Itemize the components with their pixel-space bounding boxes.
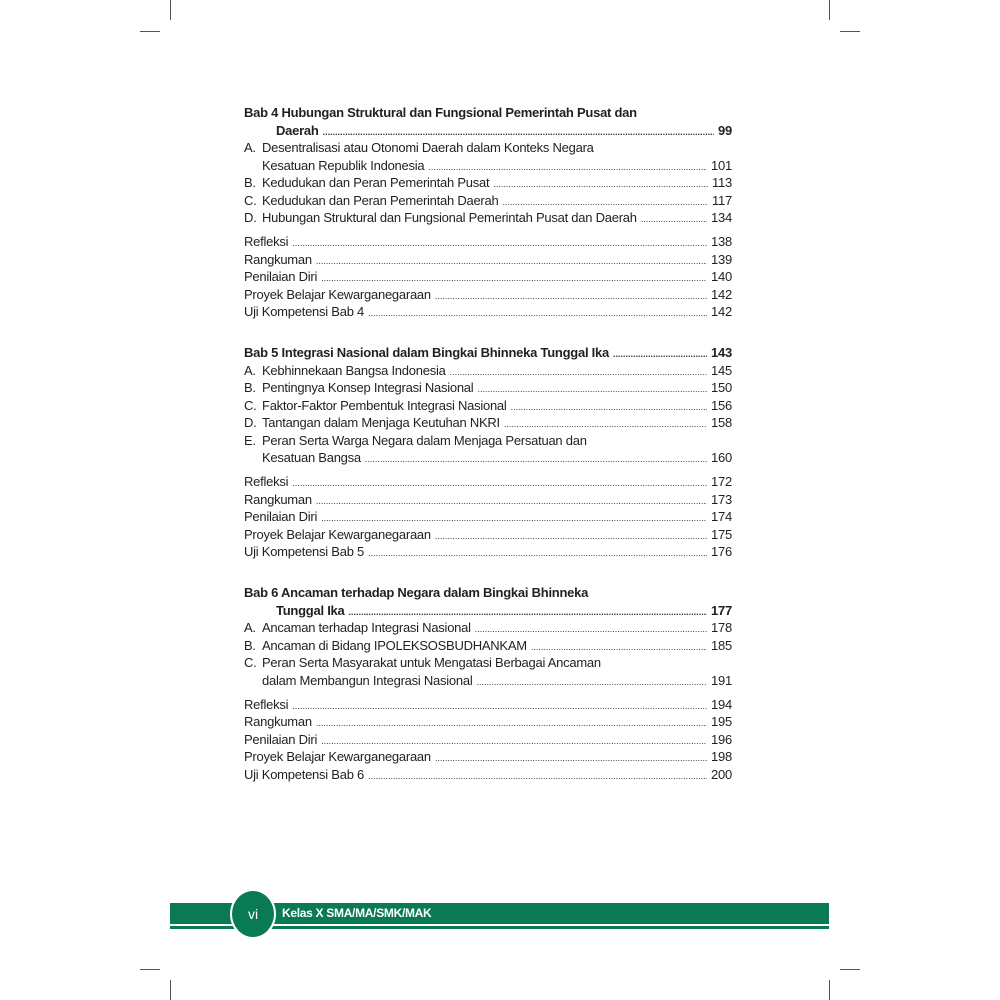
entry-text: Refleksi bbox=[244, 696, 289, 712]
crop-mark bbox=[829, 980, 830, 1000]
entry-text: Penilaian Diri bbox=[244, 269, 318, 284]
page-number: vi bbox=[247, 906, 259, 922]
page-number: 195 bbox=[711, 714, 732, 729]
page-number: 174 bbox=[711, 509, 732, 524]
entry-text: Tunggal Ika bbox=[276, 602, 345, 618]
toc-entry[interactable] bbox=[244, 379, 732, 397]
page-number: 140 bbox=[711, 269, 732, 284]
entry-text: Peran Serta Masyarakat untuk Mengatasi Berbagai Ancaman bbox=[262, 655, 601, 670]
entry-text: Penilaian Diri bbox=[244, 731, 318, 747]
chapter-heading[interactable] bbox=[244, 122, 732, 140]
toc-entry[interactable] bbox=[244, 619, 732, 637]
page-number: 142 bbox=[711, 304, 732, 319]
section-gap bbox=[244, 561, 732, 585]
item-label: C. bbox=[244, 192, 257, 208]
entry-text: Proyek Belajar Kewarganegaraan bbox=[244, 526, 431, 542]
toc-entry[interactable] bbox=[244, 209, 732, 227]
entry-text: Uji Kompetensi Bab 4 bbox=[244, 304, 365, 319]
page-number: 99 bbox=[718, 122, 732, 138]
entry-text: Ancaman di Bidang IPOLEKSOSBUDHANKAM bbox=[262, 637, 527, 653]
item-label: B. bbox=[244, 380, 256, 395]
item-label: D. bbox=[244, 415, 257, 430]
toc-entry[interactable] bbox=[244, 268, 732, 286]
page-number: 176 bbox=[711, 544, 732, 559]
entry-text: Proyek Belajar Kewarganegaraan bbox=[244, 286, 431, 302]
toc-entry[interactable] bbox=[244, 414, 732, 432]
entry-text: Penilaian Diri bbox=[244, 509, 318, 524]
page-number: 158 bbox=[711, 415, 732, 430]
page-number: 200 bbox=[711, 766, 732, 782]
entry-text: Faktor-Faktor Pembentuk Integrasi Nasional bbox=[262, 397, 507, 413]
toc-entry[interactable] bbox=[244, 473, 732, 491]
entry-text: Daerah bbox=[276, 122, 319, 138]
dot-leader bbox=[493, 176, 708, 194]
dot-leader bbox=[292, 698, 707, 716]
dot-leader bbox=[365, 451, 707, 469]
entry-text: Pentingnya Konsep Integrasi Nasional bbox=[262, 380, 474, 395]
chapter-heading[interactable] bbox=[244, 344, 732, 362]
entry-text: Proyek Belajar Kewarganegaraan bbox=[244, 749, 431, 764]
entry-text: Tantangan dalam Menjaga Keutuhan NKRI bbox=[262, 415, 500, 430]
toc-entry[interactable] bbox=[244, 654, 732, 672]
page-number: 185 bbox=[711, 637, 732, 653]
toc-entry[interactable] bbox=[244, 303, 732, 321]
entry-text: Peran Serta Warga Negara dalam Menjaga Persatuan dan bbox=[262, 432, 587, 448]
toc-entry[interactable] bbox=[244, 139, 732, 157]
item-label: A. bbox=[244, 140, 256, 155]
item-label: C. bbox=[244, 655, 257, 670]
dot-leader bbox=[316, 715, 707, 733]
entry-text: Hubungan Struktural dan Fungsional Pemerintah Pusat dan Daerah bbox=[262, 210, 637, 225]
page-number: 101 bbox=[711, 157, 732, 173]
page-number: 150 bbox=[711, 380, 732, 395]
entry-text: Bab 4 Hubungan Struktural dan Fungsional Pemerintah Pusat dan bbox=[244, 105, 637, 120]
page-number: 160 bbox=[711, 450, 732, 465]
toc-entry[interactable] bbox=[244, 543, 732, 561]
table-of-contents bbox=[244, 104, 732, 783]
entry-text: Refleksi bbox=[244, 474, 289, 489]
page-number: 178 bbox=[711, 620, 732, 635]
dot-leader bbox=[435, 288, 707, 306]
toc-entry[interactable] bbox=[244, 157, 732, 175]
toc-entry[interactable] bbox=[244, 696, 732, 714]
toc-entry[interactable] bbox=[244, 449, 732, 467]
crop-mark bbox=[170, 980, 171, 1000]
dot-leader bbox=[476, 674, 707, 692]
chapter-heading[interactable] bbox=[244, 584, 732, 602]
page-number: 194 bbox=[711, 696, 732, 712]
toc-entry[interactable] bbox=[244, 491, 732, 509]
page-number: 145 bbox=[711, 362, 732, 378]
chapter-heading[interactable] bbox=[244, 104, 732, 122]
page-number: 177 bbox=[711, 602, 732, 618]
dot-leader bbox=[368, 305, 707, 323]
crop-mark bbox=[840, 969, 860, 970]
entry-text: dalam Membangun Integrasi Nasional bbox=[262, 672, 473, 688]
dot-leader bbox=[292, 235, 707, 253]
toc-entry[interactable] bbox=[244, 397, 732, 415]
page-number: 117 bbox=[712, 192, 732, 208]
crop-mark bbox=[829, 0, 830, 20]
dot-leader bbox=[316, 493, 707, 511]
chapter-heading[interactable] bbox=[244, 602, 732, 620]
toc-entry[interactable] bbox=[244, 362, 732, 380]
page-number: 172 bbox=[711, 474, 732, 489]
toc-entry[interactable] bbox=[244, 233, 732, 251]
entry-text: Rangkuman bbox=[244, 714, 312, 729]
entry-text: Kesatuan Republik Indonesia bbox=[262, 157, 425, 173]
entry-text: Uji Kompetensi Bab 5 bbox=[244, 544, 365, 559]
dot-leader bbox=[435, 750, 707, 768]
page-number: 198 bbox=[711, 749, 732, 764]
item-label: C. bbox=[244, 397, 257, 413]
entry-text: Kebhinnekaan Bangsa Indonesia bbox=[262, 362, 446, 378]
toc-entry[interactable] bbox=[244, 731, 732, 749]
dot-leader bbox=[613, 346, 707, 364]
dot-leader bbox=[477, 381, 707, 399]
item-label: A. bbox=[244, 620, 256, 635]
dot-leader bbox=[316, 253, 707, 271]
dot-leader bbox=[368, 545, 707, 563]
page-number: 134 bbox=[711, 210, 732, 225]
dot-leader bbox=[450, 364, 707, 382]
item-label: B. bbox=[244, 175, 256, 190]
entry-text: Kedudukan dan Peran Pemerintah Pusat bbox=[262, 175, 490, 190]
page-number: 175 bbox=[711, 526, 732, 542]
toc-entry[interactable] bbox=[244, 766, 732, 784]
entry-text: Desentralisasi atau Otonomi Daerah dalam Konteks Negara bbox=[262, 140, 594, 155]
crop-mark bbox=[170, 0, 171, 20]
page-number: 139 bbox=[711, 251, 732, 267]
crop-mark bbox=[840, 31, 860, 32]
toc-entry[interactable] bbox=[244, 432, 732, 450]
dot-leader bbox=[435, 528, 707, 546]
entry-text: Kesatuan Bangsa bbox=[262, 450, 361, 465]
page-number: 173 bbox=[711, 491, 732, 507]
entry-text: Rangkuman bbox=[244, 251, 312, 267]
entry-text: Kedudukan dan Peran Pemerintah Daerah bbox=[262, 192, 499, 208]
entry-text: Bab 6 Ancaman terhadap Negara dalam Bingkai Bhinneka bbox=[244, 585, 589, 600]
item-label: E. bbox=[244, 432, 256, 448]
page-number: 113 bbox=[712, 175, 732, 190]
toc-entry[interactable] bbox=[244, 672, 732, 690]
toc-entry[interactable] bbox=[244, 174, 732, 192]
book-title: Kelas X SMA/MA/SMK/MAK bbox=[282, 906, 432, 920]
entry-text: Ancaman terhadap Integrasi Nasional bbox=[262, 620, 471, 635]
section-gap bbox=[244, 321, 732, 345]
page-number: 196 bbox=[711, 731, 732, 747]
toc-entry[interactable] bbox=[244, 508, 732, 526]
dot-leader bbox=[368, 768, 707, 786]
entry-text: Refleksi bbox=[244, 234, 289, 249]
crop-mark bbox=[140, 31, 160, 32]
dot-leader bbox=[511, 399, 707, 417]
entry-text: Rangkuman bbox=[244, 491, 312, 507]
page-number: 142 bbox=[711, 286, 732, 302]
page-number: 156 bbox=[711, 397, 732, 413]
page-number: 143 bbox=[711, 345, 732, 360]
dot-leader bbox=[292, 475, 707, 493]
item-label: D. bbox=[244, 210, 257, 225]
dot-leader bbox=[641, 211, 707, 229]
page-number: 138 bbox=[711, 234, 732, 249]
crop-mark bbox=[140, 969, 160, 970]
page-number: 191 bbox=[711, 672, 732, 688]
toc-entry[interactable] bbox=[244, 192, 732, 210]
toc-entry[interactable] bbox=[244, 713, 732, 731]
toc-entry[interactable] bbox=[244, 748, 732, 766]
entry-text: Bab 5 Integrasi Nasional dalam Bingkai Bhinneka Tunggal Ika bbox=[244, 345, 609, 360]
toc-entry[interactable] bbox=[244, 637, 732, 655]
item-label: B. bbox=[244, 637, 256, 653]
toc-entry[interactable] bbox=[244, 251, 732, 269]
entry-text: Uji Kompetensi Bab 6 bbox=[244, 766, 365, 782]
page-number-badge bbox=[230, 889, 276, 939]
toc-entry[interactable] bbox=[244, 526, 732, 544]
toc-entry[interactable] bbox=[244, 286, 732, 304]
item-label: A. bbox=[244, 362, 256, 378]
